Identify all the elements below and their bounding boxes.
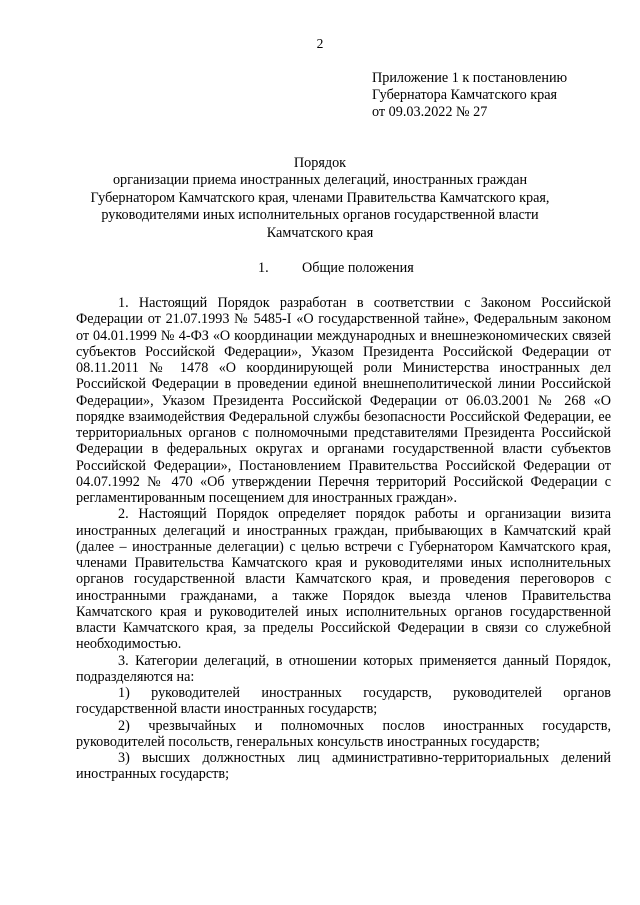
appendix-line-2: Губернатора Камчатского края — [372, 87, 558, 103]
document-title — [0, 155, 640, 242]
appendix-line-1: Приложение 1 к постановлению — [372, 70, 568, 86]
title-line-3: Губернатором Камчатского края, членами Правительства Камчатского края, — [90, 189, 550, 206]
appendix-note — [372, 70, 567, 121]
title-line-1: Порядок — [293, 155, 347, 171]
page-number: 2 — [316, 36, 324, 51]
section-heading — [258, 260, 414, 277]
section-number: 1. — [258, 260, 269, 276]
list-item: 1) руководителей иностранных государств, руководителей органов государственной власти иностранных государств; — [76, 685, 611, 718]
title-line-5: Камчатского края — [266, 224, 374, 241]
title-line-2: организации приема иностранных делегаций, иностранных граждан — [112, 172, 528, 189]
paragraph: 2. Настоящий Порядок определяет порядок работы и организации визита иностранных делегаций и иностранных граждан, прибывающих в Камчатский край (далее – иностранные делегации) с целью встречи с Губернатором Камчатского края, членами Правительства Камчатского края и руководителями иных исполнительных органов государственной власти Камчатского края, и проведения переговоров с иностранными гражданами, а также Порядок выезда членов Правительства Камчатского края и руководителей иных исполнительных органов государственной власти Камчатского края, за пределы Российской Федерации в связи со служебной необходимостью. — [76, 506, 611, 653]
appendix-line-3: от 09.03.2022 № 27 — [372, 104, 488, 120]
document-body — [76, 295, 611, 783]
list-item: 2) чрезвычайных и полномочных послов иностранных государств, руководителей посольств, генеральных консульств иностранных государств; — [76, 717, 611, 750]
paragraph: 3. Категории делегаций, в отношении которых применяется данный Порядок, подразделяются на: — [76, 652, 611, 685]
section-title: Общие положения — [302, 260, 414, 276]
title-line-4: руководителями иных исполнительных органов государственной власти — [101, 207, 539, 224]
list-item: 3) высших должностных лиц административно-территориальных делений иностранных государств; — [76, 750, 611, 783]
paragraph: 1. Настоящий Порядок разработан в соответствии с Законом Российской Федерации от 21.07.1993 № 5485-I «О государственной тайне», Федеральным законом от 04.01.1999 № 4-ФЗ «О координации международных и внешнеэкономических связей субъектов Российской Федерации», Указом Президента Российской Федерации от 08.11.2011 № 1478 «О координирующей роли Министерства иностранных дел Российской Федерации в проведении единой внешнеполитической линии Российской Федерации», Указом Президента Российской Федерации от 06.03.2001 № 268 «О порядке взаимодействия Федеральной службы безопасности Российской Федерации, ее территориальных органов с полномочными представителями Президента Российской Федерации в федеральных округах и органами государственной власти субъектов Российской Федерации», Постановлением Правительства Российской Федерации от 04.07.1992 № 470 «Об утверждении Перечня территорий Российской Федерации с регламентированным посещением для иностранных граждан». — [76, 295, 611, 506]
